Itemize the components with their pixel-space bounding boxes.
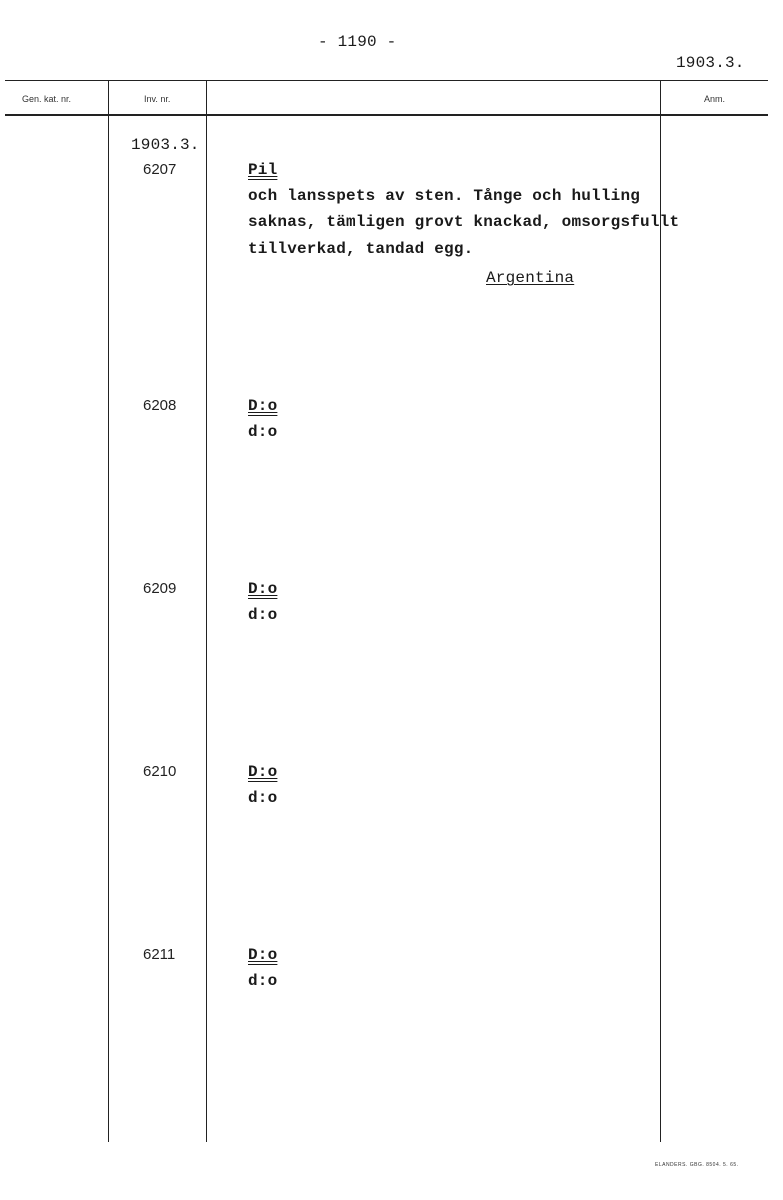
entry-description-line: tillverkad, tandad egg.: [248, 240, 474, 258]
entry-title: Pil: [248, 161, 278, 179]
header-top-rule: [5, 80, 768, 81]
column-rule-3: [660, 80, 661, 1142]
entry-subtitle: d:o: [248, 423, 278, 441]
page-year: 1903.3.: [676, 54, 745, 72]
inventory-number: 6208: [143, 397, 177, 414]
column-header-inv: Inv. nr.: [144, 94, 171, 104]
entry-title: D:o: [248, 946, 278, 964]
inventory-number: 6211: [143, 946, 176, 963]
inventory-number: 6207: [143, 161, 177, 178]
column-rule-2: [206, 80, 207, 1142]
inventory-number: 6209: [143, 580, 177, 597]
entry-subtitle: d:o: [248, 972, 278, 990]
page-number: - 1190 -: [318, 33, 397, 51]
entry-title: D:o: [248, 397, 278, 415]
column-rule-1: [108, 80, 109, 1142]
printer-imprint: ELANDERS. GBG. 8504. 5. 65.: [655, 1162, 739, 1168]
entry-place: Argentina: [486, 269, 575, 287]
entry-title: D:o: [248, 763, 278, 781]
entry-subtitle: d:o: [248, 606, 278, 624]
entry-subtitle: d:o: [248, 789, 278, 807]
column-header-gen: Gen. kat. nr.: [22, 94, 72, 104]
entry-description-line: saknas, tämligen grovt knackad, omsorgsfullt: [248, 213, 680, 231]
entry-description-line: och lansspets av sten. Tånge och hulling: [248, 187, 641, 205]
header-bottom-rule: [5, 114, 768, 116]
year-label: 1903.3.: [131, 136, 200, 154]
entry-title: D:o: [248, 580, 278, 598]
column-header-anm: Anm.: [704, 94, 726, 104]
inventory-number: 6210: [143, 763, 177, 780]
